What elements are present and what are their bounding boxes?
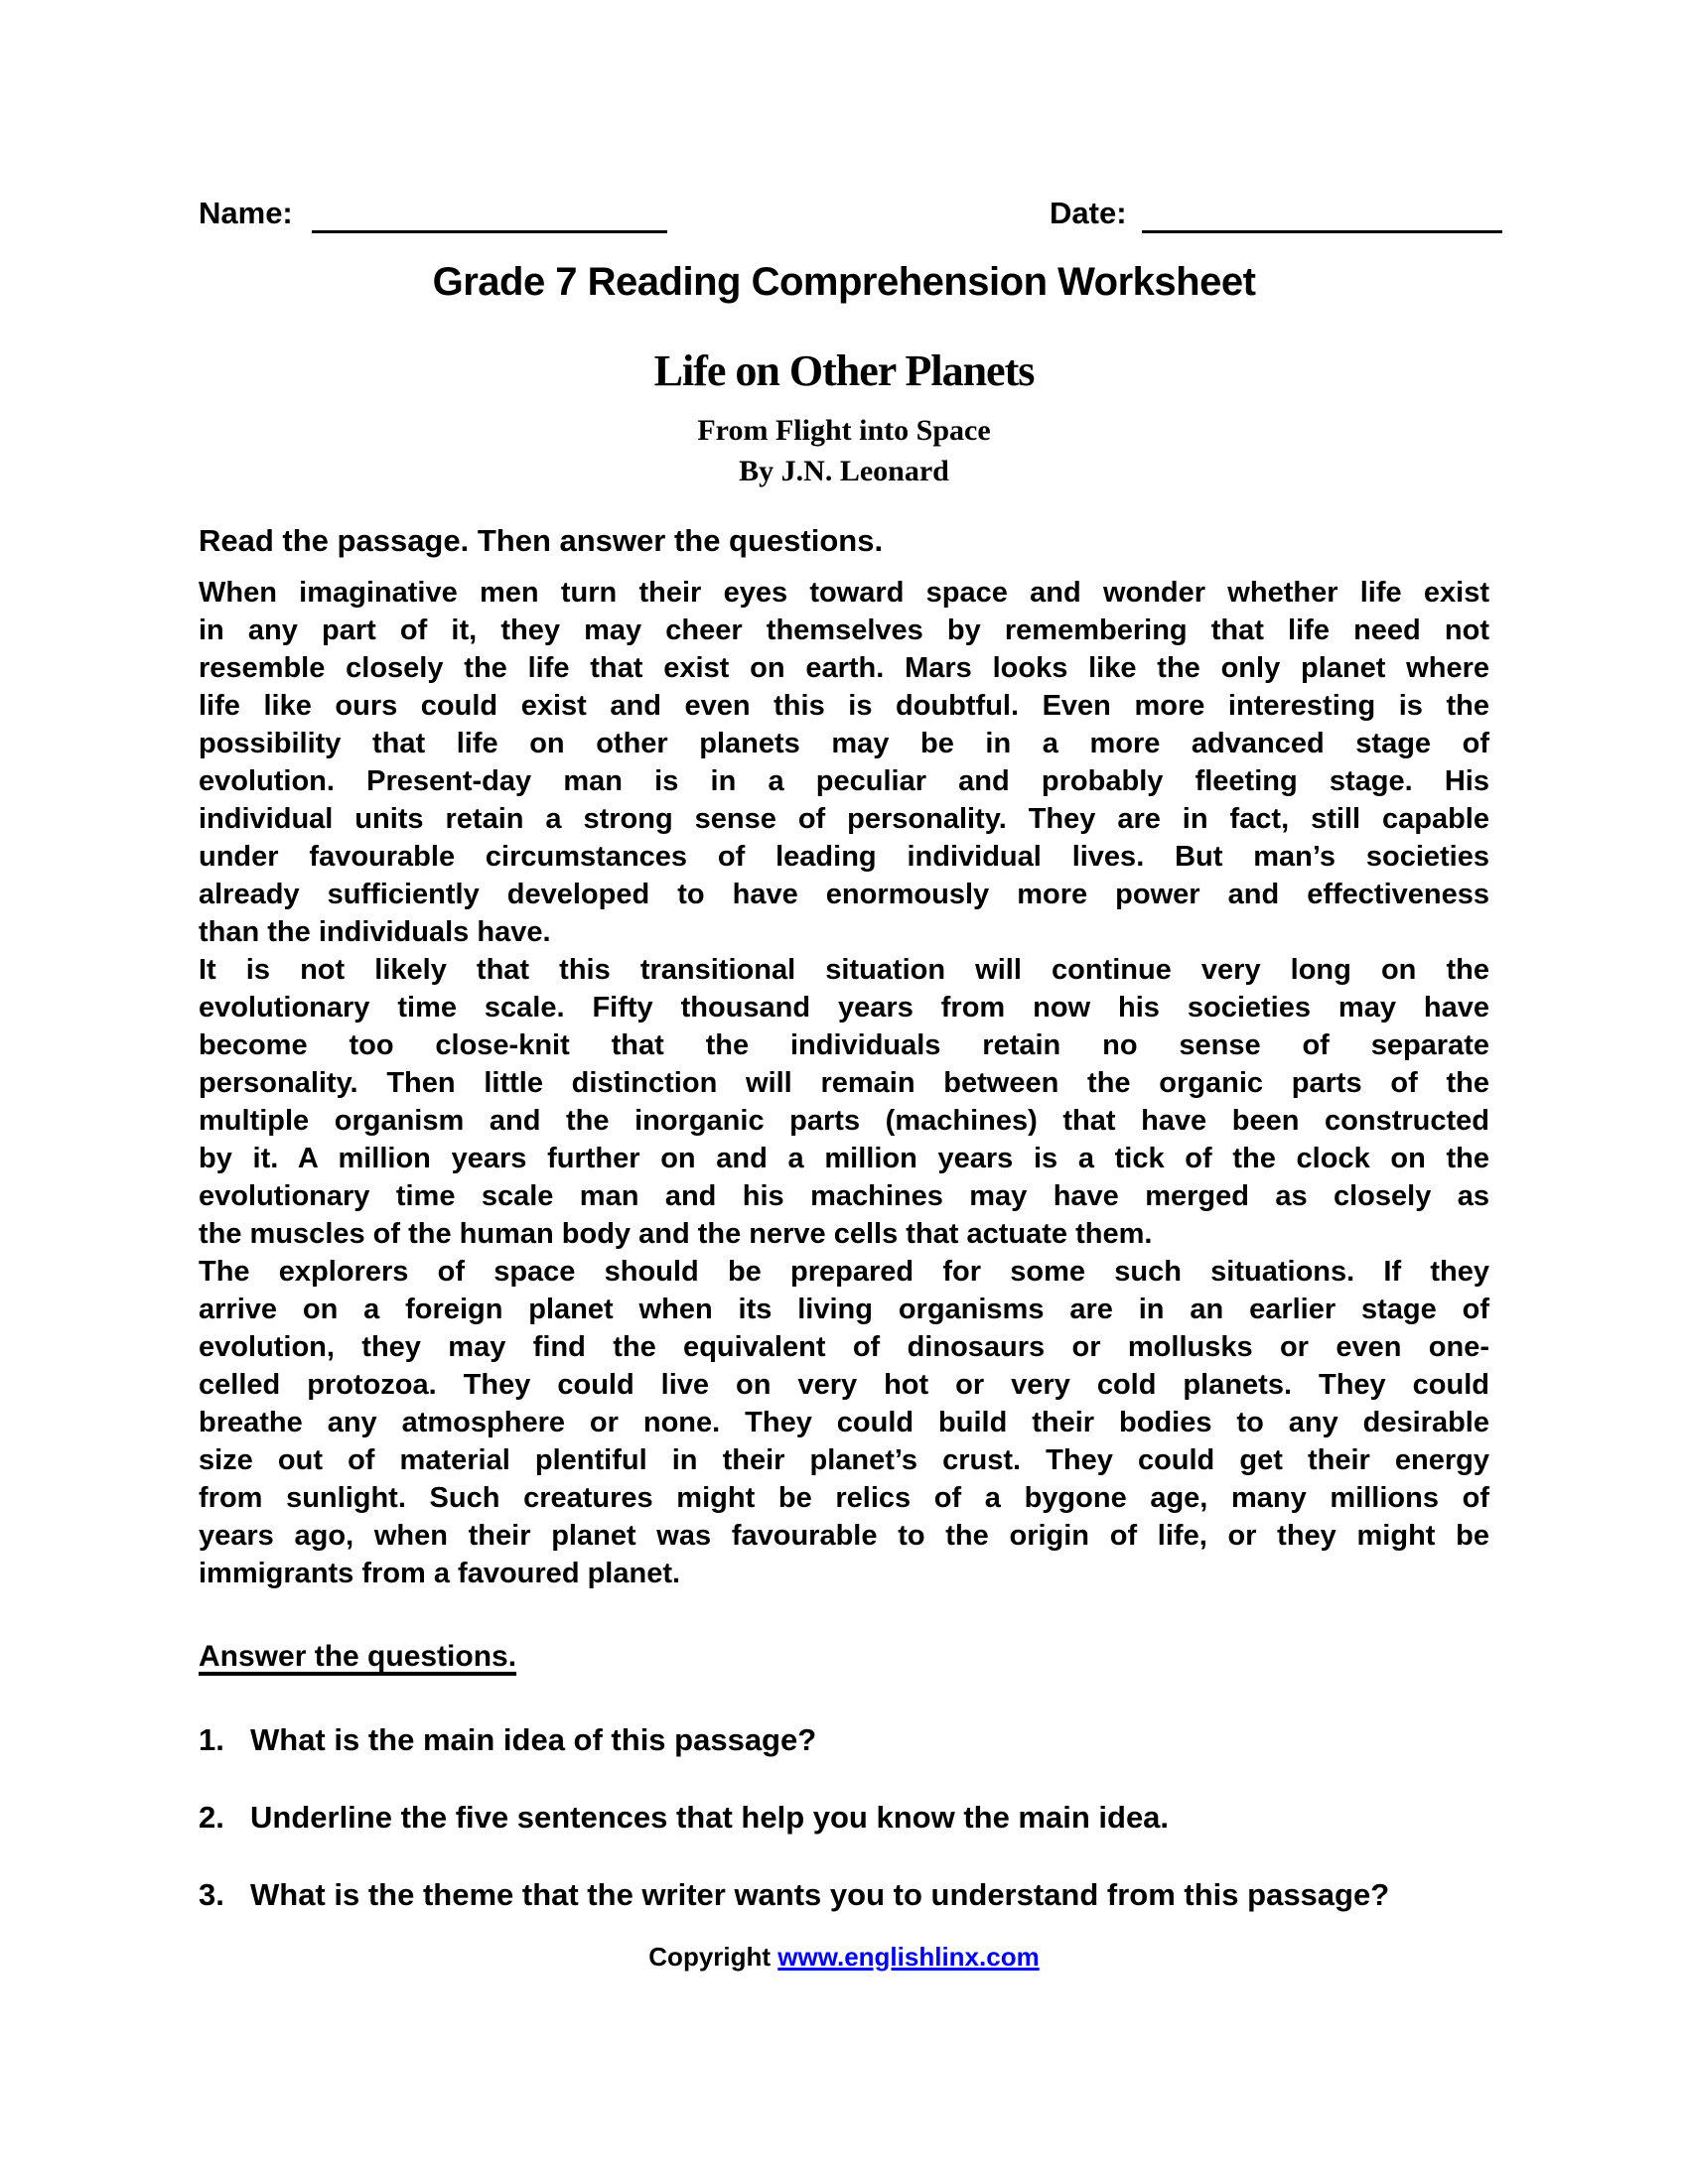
passage [199, 574, 1489, 1592]
passage-line: evolution, they may find the equivalent of dinosaurs or mollusks or even one- [199, 1331, 1489, 1363]
passage-line: life like ours could exist and even this is doubtful. Even more interesting is the [199, 690, 1489, 722]
passage-line: evolution. Present-day man is in a peculiar and probably fleeting stage. His [199, 765, 1489, 797]
passage-line: resemble closely the life that exist on earth. Mars looks like the only planet where [199, 652, 1489, 684]
question-text: Underline the five sentences that help you know the main idea. [250, 1800, 1170, 1835]
answer-questions-heading: Answer the questions. [199, 1640, 517, 1673]
passage-line: immigrants from a favoured planet. [199, 1558, 681, 1589]
englishlinx-link[interactable]: www.englishlinx.com [777, 1942, 1040, 1972]
question-number: 2. [199, 1800, 224, 1835]
passage-title: Life on Other Planets [653, 346, 1035, 395]
passage-line: under favourable circumstances of leading individual lives. But man’s societies [199, 841, 1489, 873]
passage-line: It is not likely that this transitional situation will continue very long on the [199, 954, 1489, 986]
question-row [199, 1799, 1509, 1837]
passage-line: from sunlight. Such creatures might be relics of a bygone age, many millions of [199, 1482, 1489, 1514]
passage-line: the muscles of the human body and the nerve cells that actuate them. [199, 1218, 1153, 1250]
instruction-text: Read the passage. Then answer the questions. [199, 523, 884, 558]
passage-line: personality. Then little distinction will remain between the organic parts of the [199, 1067, 1489, 1099]
question-number: 3. [199, 1877, 224, 1912]
passage-line: become too close-knit that the individuals retain no sense of separate [199, 1029, 1489, 1061]
passage-line: than the individuals have. [199, 916, 551, 948]
copyright-text: Copyright [648, 1942, 778, 1972]
passage-line: multiple organism and the inorganic parts (machines) that have been constructed [199, 1105, 1489, 1137]
name-label: Name: [199, 196, 293, 230]
name-blank-line [312, 197, 667, 233]
question-text: What is the theme that the writer wants you to understand from this passage? [250, 1877, 1390, 1912]
passage-line: by it. A million years further on and a million years is a tick of the clock on the [199, 1143, 1489, 1174]
passage-line: years ago, when their planet was favourable to the origin of life, or they might be [199, 1520, 1489, 1552]
copyright-line [199, 1942, 1489, 1973]
passage-line: size out of material plentiful in their planet’s crust. They could get their energy [199, 1444, 1489, 1476]
question-row [199, 1876, 1509, 1914]
passage-line: individual units retain a strong sense of personality. They are in fact, still capable [199, 803, 1489, 835]
passage-source: From Flight into Space [697, 414, 991, 447]
passage-line: breathe any atmosphere or none. They could build their bodies to any desirable [199, 1407, 1489, 1438]
passage-line: evolutionary time scale. Fifty thousand years from now his societies may have [199, 992, 1489, 1024]
date-label: Date: [1050, 196, 1127, 230]
passage-line: already sufficiently developed to have enormously more power and effectiveness [199, 879, 1489, 910]
passage-line: possibility that life on other planets may be in a more advanced stage of [199, 728, 1489, 759]
passage-line: evolutionary time scale man and his machines may have merged as closely as [199, 1180, 1489, 1212]
date-blank-line [1142, 197, 1502, 233]
passage-line: When imaginative men turn their eyes toward space and wonder whether life exist [199, 577, 1489, 609]
question-number: 1. [199, 1722, 224, 1757]
passage-author: By J.N. Leonard [739, 455, 949, 487]
passage-line: celled protozoa. They could live on very hot or very cold planets. They could [199, 1369, 1489, 1401]
passage-line: arrive on a foreign planet when its living organisms are in an earlier stage of [199, 1294, 1489, 1325]
passage-line: The explorers of space should be prepared for some such situations. If they [199, 1256, 1489, 1288]
passage-line: in any part of it, they may cheer themselves by remembering that life need not [199, 614, 1489, 646]
worksheet-title: Grade 7 Reading Comprehension Worksheet [432, 260, 1256, 304]
question-text: What is the main idea of this passage? [250, 1722, 817, 1757]
question-row [199, 1721, 1509, 1759]
